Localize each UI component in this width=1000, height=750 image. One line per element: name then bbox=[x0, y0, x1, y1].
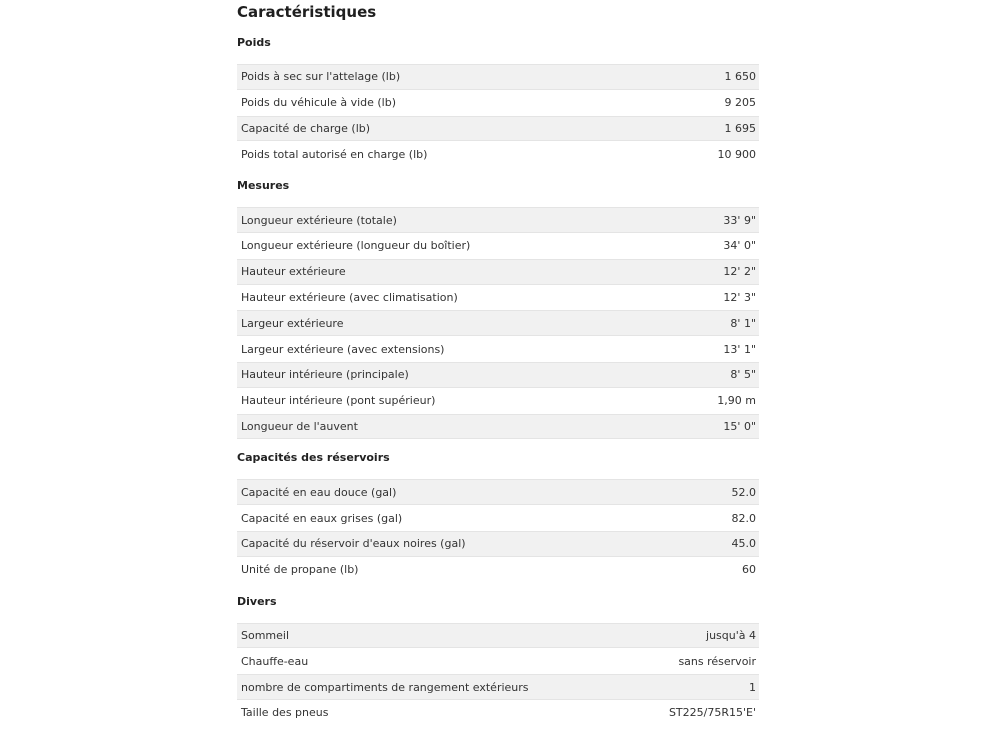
row-value: 82.0 bbox=[731, 511, 756, 525]
row-label: Poids du véhicule à vide (lb) bbox=[241, 96, 397, 110]
weight-table bbox=[237, 64, 759, 167]
row-label: Hauteur intérieure (principale) bbox=[241, 368, 409, 382]
table-row bbox=[237, 648, 759, 674]
row-value: sans réservoir bbox=[678, 654, 756, 668]
row-value: 1 bbox=[749, 680, 756, 694]
row-value: 1 695 bbox=[724, 121, 756, 135]
table-row bbox=[237, 116, 759, 142]
table-row bbox=[237, 90, 759, 116]
table-row bbox=[237, 414, 759, 440]
row-value: 8' 1" bbox=[730, 316, 756, 330]
table-row bbox=[237, 557, 759, 583]
measurements-table bbox=[237, 207, 759, 439]
row-value: 1 650 bbox=[724, 70, 756, 84]
row-label: Capacité en eau douce (gal) bbox=[241, 485, 397, 499]
table-row bbox=[237, 310, 759, 336]
table-row bbox=[237, 207, 759, 233]
row-value: 8' 5" bbox=[730, 368, 756, 382]
table-row bbox=[237, 674, 759, 700]
row-value: 60 bbox=[742, 563, 756, 577]
row-label: Longueur extérieure (totale) bbox=[241, 213, 397, 227]
row-label: Largeur extérieure bbox=[241, 316, 344, 330]
row-label: Poids total autorisé en charge (lb) bbox=[241, 147, 428, 161]
row-value: 12' 2" bbox=[723, 265, 756, 279]
table-row bbox=[237, 531, 759, 557]
table-row bbox=[237, 141, 759, 167]
section-heading-tank-capacities: Capacités des réservoirs bbox=[237, 451, 390, 465]
section-heading-miscellaneous: Divers bbox=[237, 594, 277, 608]
table-row bbox=[237, 700, 759, 726]
table-row bbox=[237, 362, 759, 388]
row-label: Largeur extérieure (avec extensions) bbox=[241, 342, 445, 356]
miscellaneous-table bbox=[237, 623, 759, 726]
table-row bbox=[237, 388, 759, 414]
table-row bbox=[237, 336, 759, 362]
row-label: Hauteur intérieure (pont supérieur) bbox=[241, 394, 436, 408]
row-label: Capacité en eaux grises (gal) bbox=[241, 511, 403, 525]
row-label: Hauteur extérieure bbox=[241, 265, 346, 279]
row-value: 10 900 bbox=[717, 147, 756, 161]
table-row bbox=[237, 623, 759, 649]
page-title: Caractéristiques bbox=[237, 3, 377, 21]
table-row bbox=[237, 479, 759, 505]
table-row bbox=[237, 505, 759, 531]
row-label: Longueur de l'auvent bbox=[241, 419, 358, 433]
row-value: 13' 1" bbox=[723, 342, 756, 356]
row-label: Longueur extérieure (longueur du boîtier) bbox=[241, 239, 471, 253]
section-heading-weight: Poids bbox=[237, 36, 271, 49]
row-value: ST225/75R15'E' bbox=[668, 706, 756, 720]
row-value: jusqu'à 4 bbox=[706, 628, 756, 642]
row-value: 12' 3" bbox=[723, 290, 756, 304]
row-value: 34' 0" bbox=[723, 239, 756, 253]
row-label: nombre de compartiments de rangement extérieurs bbox=[241, 680, 529, 694]
tank-capacities-table bbox=[237, 479, 759, 582]
table-row bbox=[237, 259, 759, 285]
row-label: Poids à sec sur l'attelage (lb) bbox=[241, 70, 401, 84]
row-value: 15' 0" bbox=[723, 419, 756, 433]
row-label: Taille des pneus bbox=[241, 706, 329, 720]
table-row bbox=[237, 233, 759, 259]
row-label: Hauteur extérieure (avec climatisation) bbox=[241, 290, 458, 304]
row-value: 52.0 bbox=[731, 485, 756, 499]
row-value: 1,90 m bbox=[717, 394, 756, 408]
specifications-panel bbox=[237, 0, 759, 726]
row-value: 33' 9" bbox=[723, 213, 756, 227]
row-label: Capacité de charge (lb) bbox=[241, 121, 371, 135]
row-label: Unité de propane (lb) bbox=[241, 563, 359, 577]
section-heading-measurements: Mesures bbox=[237, 179, 290, 193]
row-label: Sommeil bbox=[241, 628, 290, 642]
table-row bbox=[237, 64, 759, 90]
row-label: Capacité du réservoir d'eaux noires (gal) bbox=[241, 537, 466, 551]
row-value: 9 205 bbox=[724, 96, 756, 110]
row-value: 45.0 bbox=[731, 537, 756, 551]
table-row bbox=[237, 285, 759, 311]
row-label: Chauffe-eau bbox=[241, 654, 309, 668]
